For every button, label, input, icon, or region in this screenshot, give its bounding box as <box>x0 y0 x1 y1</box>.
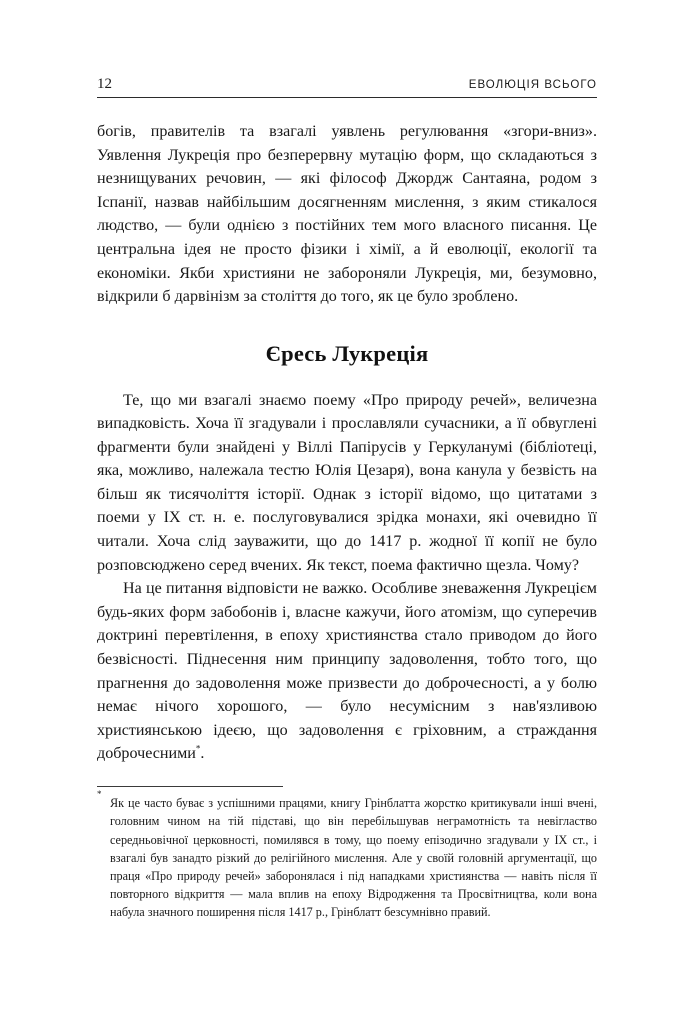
footnote-divider <box>97 786 283 787</box>
section-heading: Єресь Лукреція <box>265 340 429 366</box>
paragraph-continued: богів, правителів та взагалі уявлень регулювання «згори-вниз». Уявлення Лукреція про безперервну мутацію форм, що складаються з незнищуваних речовин, — які філософ Джордж Сантаяна, родом з Іспанії, назвав найбільшим досягненням мислення, з яким стикалося людство, — були однією з постійних тем мого власного писання. Це центральна ідея не просто фізики і хімії, а й еволюції, екології та економіки. Якби християни не забороняли Лукреція, ми, безумовно, відкрили б дарвінізм за століття до того, як це було зроблено. <box>97 123 597 306</box>
page-content-column <box>97 0 597 766</box>
page-number: 12 <box>97 76 112 92</box>
paragraph-three-tail: . <box>200 745 205 763</box>
paragraph-three <box>97 577 597 766</box>
paragraph-two: Те, що ми взагалі знаємо поему «Про природу речей», величезна випадковість. Хоча її згадували і прославляли сучасники, а її обвуглені фрагменти були знайдені у Віллі Папірусів у Геркуланумі (бібліотеці, яка, можливо, належала тестю Юлія Цезаря), вона канула у безвість на більш як тисячоліття історії. Однак з історії відомо, що цитатами з поеми у IX ст. н. е. послуговувалися зрідка монахи, які очевидно її читали. Хоча слід зауважити, що до 1417 р. жодної її копії не було розповсюджено серед вчених. Як текст, поема фактично щезла. Чому? <box>97 391 597 574</box>
header-divider <box>97 97 597 98</box>
footnote-text: Як це часто буває з успішними працями, книгу Грінблатта жорстко критикували інші вчені, головним чином на тій підставі, що він перебільшував неграмотність та невігластво середньовічної церковності, помилявся в тому, що поему епізодично згадували у IX ст., і взагалі був занадто різкий до релігійного мислення. Але у своїй головній аргументації, що праця «Про природу речей» заборонялася і під нападками християнства — навіть після її повторного відкриття — мала вплив на епоху Відродження та Просвітництва, коли вона набула значного поширення після 1417 р., Грінблатт безсумнівно правий. <box>110 796 597 919</box>
footnote-block: * Як це часто буває з успішними працями, книгу Грінблатта жорстко критикували інші вчені, головним чином на тій підставі, що він перебільшував неграмотність та невігластво середньовічної церковності, помилявся в тому, що поему епізодично згадували у IX ст., і взагалі був занадто різкий до релігійного мислення. Але у своїй головній аргументації, що праця «Про природу речей» заборонялася і під нападками християнства — навіть після її повторного відкриття — мала вплив на епоху Відродження та Просвітництва, коли вона набула значного поширення після 1417 р., Грінблатт безсумнівно правий. <box>97 789 597 919</box>
footnote-zone <box>97 786 597 921</box>
running-head <box>97 62 597 94</box>
footnote-reference-marker[interactable]: * <box>195 744 201 755</box>
running-head-title: ЕВОЛЮЦІЯ ВСЬОГО <box>468 79 597 91</box>
body-text <box>97 120 597 766</box>
paragraph-three-text: На це питання відповісти не важко. Особливе зневаження Лукрецієм будь-яких форм забобонів і, власне кажучи, його атомізм, що суперечив доктрині перевтілення, в епоху християнства стало приводом до його безвісності. Піднесення ним принципу задоволення, тобто того, що прагнення до задоволення може призвести до доброчесності, а у болю немає нічого хорошого, — було несумісним з нав'язливою християнською ідеєю, що задоволення є гріховним, а страждання доброчесними <box>97 580 597 763</box>
